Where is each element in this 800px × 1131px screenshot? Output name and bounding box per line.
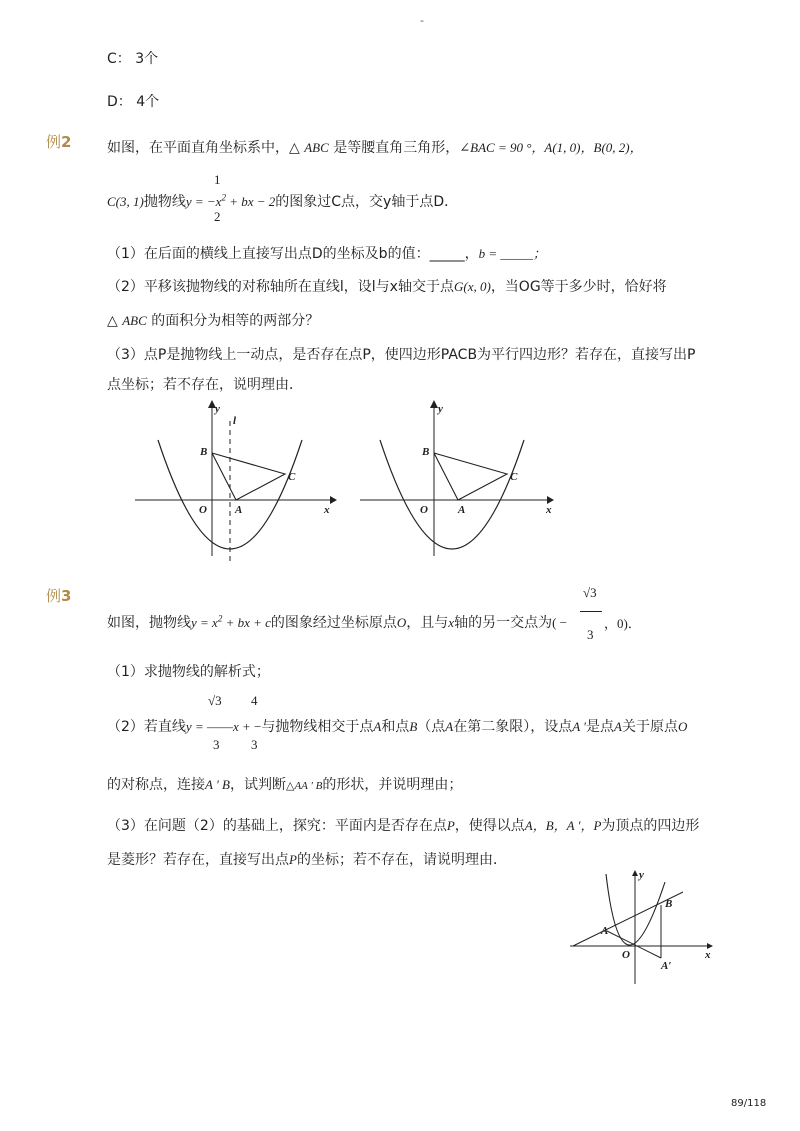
label-c: C (288, 471, 296, 483)
example-number: 2 (61, 133, 72, 151)
option-d: D： 4个 (107, 94, 160, 110)
label-aprime: A′ (661, 960, 672, 972)
example-label: 例 (46, 587, 62, 605)
ex2-question-3-cont: 点坐标；若不存在，说明理由． (107, 377, 303, 393)
ex2-frac-num: 1 (214, 172, 221, 187)
label-a: A (458, 504, 466, 516)
label-y: y (215, 403, 220, 415)
label-o: O (420, 504, 428, 516)
label-a: A (235, 504, 243, 516)
label-y: y (438, 403, 443, 415)
example-number: 3 (61, 587, 72, 605)
label-l: l (233, 415, 237, 427)
ex3-line-1: 如图，抛物线$y = x^2$ + bx + c的图象经过坐标原点O，且与x轴的另一交点为( − (107, 613, 567, 631)
ex2-question-1: （1）在后面的横线上直接写出点D的坐标及b的值：_____，b = _____； (107, 246, 546, 262)
ex2-question-2: （2）平移该抛物线的对称轴所在直线l，设l与x轴交于点G(x, 0)，当OG等于多少时，恰好将 (107, 279, 667, 295)
top-mark: - (420, 14, 424, 27)
ex3-q2-frac2-num: 4 (251, 693, 258, 708)
ex3-q2-frac1-den: 3 (213, 737, 220, 752)
ex3-question-2-cont: 的对称点，连接A ′ B，试判断△AA ′ B的形状，并说明理由； (107, 777, 463, 793)
ex3-q2-frac1-num: √3 (208, 693, 222, 708)
segment-a-aprime (607, 931, 661, 958)
label-b: B (665, 898, 673, 910)
triangle-abc (434, 453, 507, 500)
label-x: x (324, 504, 330, 516)
parabola (380, 440, 524, 549)
ex3-point-frac-den: 3 (587, 627, 594, 642)
y-axis-arrow (632, 870, 638, 876)
page-number: 89/118 (731, 1098, 767, 1109)
ex3-figure (565, 862, 725, 990)
ex3-q2-frac2-den: 3 (251, 737, 258, 752)
y-axis-arrow (430, 400, 438, 408)
ex2-question-3: （3）点P是抛物线上一动点，是否存在点P，使四边形PACB为平行四边形？若存在，直接写出P (107, 347, 696, 363)
ex3-question-3-cont: 是菱形？若存在，直接写出点P的坐标；若不存在，请说明理由． (107, 852, 507, 868)
ex2-figure-left (125, 396, 345, 566)
label-x: x (705, 949, 711, 961)
example-label: 例 (46, 133, 62, 151)
example-3-tag (46, 585, 71, 606)
option-c: C： 3个 (107, 51, 159, 67)
ex3-point-close: ，0)． (604, 616, 641, 631)
triangle-abc (212, 453, 285, 500)
ex2-line-1: 如图，在平面直角坐标系中，△ ABC 是等腰直角三角形，∠BAC = 90 °，A(1, 0)，B(0, 2)， (107, 140, 643, 156)
label-a: A (601, 925, 609, 937)
label-b: B (422, 446, 430, 458)
label-c: C (510, 471, 518, 483)
ex3-question-1: （1）求抛物线的解析式； (107, 664, 270, 680)
ex2-line-2: C(3, 1)抛物线$y = -x^2$ + bx − 2的图象过C点，交y轴于点D． (107, 192, 459, 210)
example-2-tag (46, 131, 71, 152)
ex2-frac-den: 2 (214, 209, 221, 224)
ex2-question-2-cont: △ ABC 的面积分为相等的两部分？ (107, 313, 320, 329)
ex2-figure-right (350, 396, 570, 566)
ex3-question-3: （3）在问题（2）的基础上，探究：平面内是否存在点P，使得以点A，B，A ′，P为顶点的四边形 (107, 818, 700, 834)
label-b: B (200, 446, 208, 458)
x-axis-arrow (330, 496, 337, 504)
label-y: y (639, 869, 644, 881)
x-axis-arrow (547, 496, 554, 504)
ex3-point-frac-num: √3 (583, 585, 597, 600)
label-x: x (546, 504, 552, 516)
ex3-question-2: （2）若直线y = ——x + −与抛物线相交于点A和点B（点A在第二象限），设点A ′是点A关于原点O (107, 719, 688, 735)
ex3-point-frac-bar (580, 611, 602, 612)
label-o: O (622, 949, 630, 961)
label-o: O (199, 504, 207, 516)
